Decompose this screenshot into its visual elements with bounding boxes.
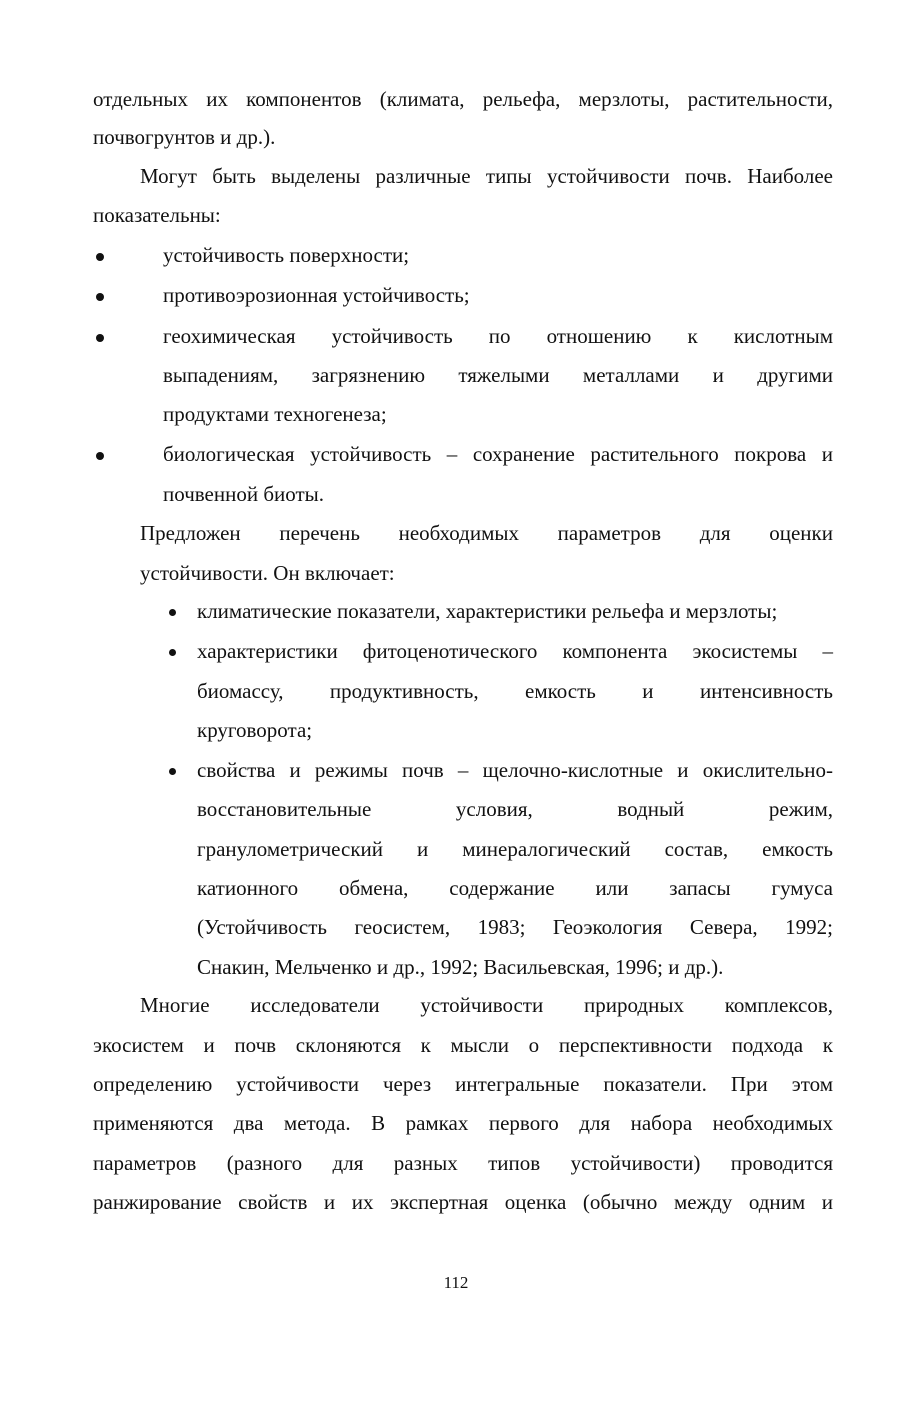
page-number: 112 bbox=[443, 1273, 469, 1292]
list-item: почвенной биоты. bbox=[163, 482, 325, 506]
final-paragraph-line: определению устойчивости через интегральные показатели. При этом bbox=[93, 1072, 833, 1096]
final-paragraph-line: ранжирование свойств и их экспертная оценка (обычно между одним и bbox=[93, 1190, 833, 1214]
bullet-icon bbox=[96, 334, 104, 342]
final-paragraph-line: Многие исследователи устойчивости природных комплексов, bbox=[140, 993, 833, 1017]
bullet-icon bbox=[169, 768, 176, 775]
intro-line: почвогрунтов и др.). bbox=[93, 125, 276, 149]
list-item: Снакин, Мельченко и др., 1992; Васильевская, 1996; и др.). bbox=[197, 955, 724, 979]
list-item: климатические показатели, характеристики рельефа и мерзлоты; bbox=[197, 599, 778, 623]
list-item: противоэрозионная устойчивость; bbox=[163, 283, 470, 307]
list-item: выпадениям, загрязнению тяжелыми металлами и другими bbox=[163, 363, 833, 387]
intro-line: отдельных их компонентов (климата, рельефа, мерзлоты, растительности, bbox=[93, 87, 833, 111]
list-item: (Устойчивость геосистем, 1983; Геоэкология Севера, 1992; bbox=[197, 915, 833, 939]
types-paragraph-line: показательны: bbox=[93, 203, 221, 227]
bullet-icon bbox=[169, 649, 176, 656]
bullet-icon bbox=[96, 293, 104, 301]
list-item: восстановительные условия, водный режим, bbox=[197, 797, 833, 821]
list-item: биологическая устойчивость – сохранение растительного покрова и bbox=[163, 442, 833, 466]
list-item: гранулометрический и минералогический состав, емкость bbox=[197, 837, 833, 861]
list-item: биомассу, продуктивность, емкость и интенсивность bbox=[197, 679, 833, 703]
list-item: круговорота; bbox=[197, 718, 313, 742]
list-item: устойчивость поверхности; bbox=[163, 243, 410, 267]
bullet-icon bbox=[96, 452, 104, 460]
list-item: характеристики фитоценотического компонента экосистемы – bbox=[197, 639, 833, 663]
list-item: продуктами техногенеза; bbox=[163, 402, 387, 426]
bullet-icon bbox=[96, 253, 104, 261]
params-paragraph-line: устойчивости. Он включает: bbox=[140, 561, 395, 585]
params-paragraph-line: Предложен перечень необходимых параметров для оценки bbox=[140, 521, 833, 545]
list-item: геохимическая устойчивость по отношению к кислотным bbox=[163, 324, 833, 348]
types-paragraph-line: Могут быть выделены различные типы устойчивости почв. Наиболее bbox=[140, 164, 833, 188]
list-item: катионного обмена, содержание или запасы гумуса bbox=[197, 876, 833, 900]
final-paragraph-line: параметров (разного для разных типов устойчивости) проводится bbox=[93, 1151, 833, 1175]
final-paragraph-line: применяются два метода. В рамках первого для набора необходимых bbox=[93, 1111, 833, 1135]
list-item: свойства и режимы почв – щелочно-кислотные и окислительно- bbox=[197, 758, 833, 782]
final-paragraph-line: экосистем и почв склоняются к мысли о перспективности подхода к bbox=[93, 1033, 833, 1057]
bullet-icon bbox=[169, 609, 176, 616]
